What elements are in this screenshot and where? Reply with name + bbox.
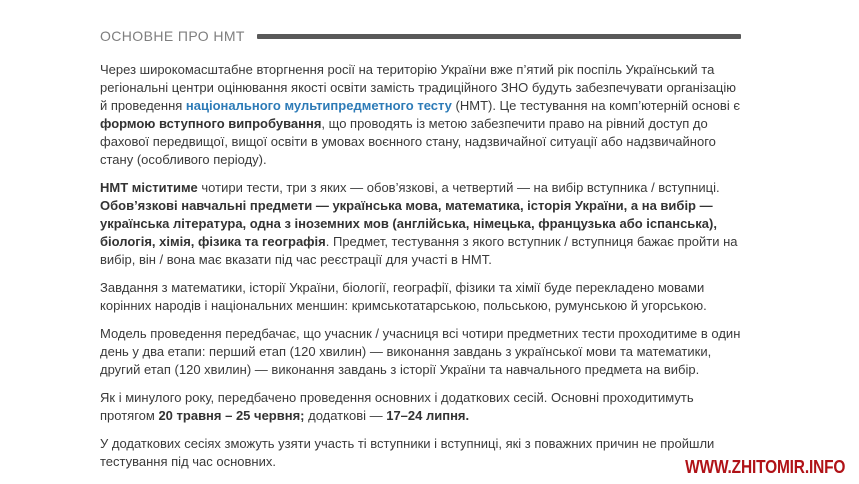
site-watermark: WWW.ZHITOMIR.INFO	[684, 457, 845, 477]
paragraph	[100, 435, 741, 471]
text-segment: Як і минулого року, передбачено проведення основних і додаткових сесій. Основні проходитимуть протягом	[100, 390, 694, 423]
bold-text: формою вступного випробування	[100, 116, 322, 131]
text-segment: (НМТ). Це тестування на комп’ютерній основі є	[451, 98, 740, 113]
section-title: ОСНОВНЕ ПРО НМТ	[100, 28, 245, 44]
bold-text: 20 травня – 25 червня;	[158, 408, 305, 423]
paragraph	[100, 61, 741, 169]
paragraph	[100, 325, 741, 379]
paragraph	[100, 279, 741, 315]
text-segment: У додаткових сесіях зможуть узяти участь ті вступники і вступниці, які з поважних причин не пройшли тестування під час основних.	[100, 436, 715, 469]
text-segment: чотири тести, три з яких — обов’язкові, а четвертий — на вибір вступника / вступниці.	[197, 180, 720, 195]
paragraph	[100, 389, 741, 425]
article-body	[100, 61, 741, 471]
text-segment: Через широкомасштабне вторгнення росії на територію України вже п’ятий рік поспіль Український та регіональні центри оцінювання якості освіти замість традиційного ЗНО будуть забезпечувати організацію й проведення	[100, 62, 736, 113]
text-segment: Модель проведення передбачає, що учасник / учасниця всі чотири предметних тести проходитиме в один день у два етапи: перший етап (120 хвилин) — виконання завдань з української мови та математики, другий етап (120 хвилин) — виконання завдань з історії України та навчального предмета на вибір.	[100, 326, 741, 377]
header-rule	[257, 34, 741, 39]
nmt-link[interactable]: національного мультипредметного тесту	[185, 98, 452, 113]
text-segment: , що проводять із метою забезпечити право на рівний доступ до фахової передвищої, вищої освіти в умовах воєнного стану, надзвичайної ситуації або надзвичайного стану (особливого періоду).	[100, 116, 716, 167]
article-content	[100, 26, 741, 481]
paragraph	[100, 179, 741, 269]
text-segment: . Предмет, тестування з якого вступник / вступниця бажає пройти на вибір, він / вона має вказати під час реєстрації для участі в НМТ.	[100, 234, 738, 267]
text-segment: додаткові —	[304, 408, 387, 423]
section-header	[100, 26, 741, 46]
text-segment: Завдання з математики, історії України, біології, географії, фізики та хімії буде перекладено мовами корінних народів і національних меншин: кримськотатарською, польською, румунською й угорською.	[100, 280, 707, 313]
bold-text: 17–24 липня.	[386, 408, 470, 423]
bold-text: Обов’язкові навчальні предмети — українська мова, математика, історія України, а на вибір — українська література, одна з іноземних мов (англійська, німецька, французька або іспанська), біологія, хімія, фізика та географія	[100, 198, 717, 249]
bold-text: НМТ міститиме	[100, 180, 198, 195]
